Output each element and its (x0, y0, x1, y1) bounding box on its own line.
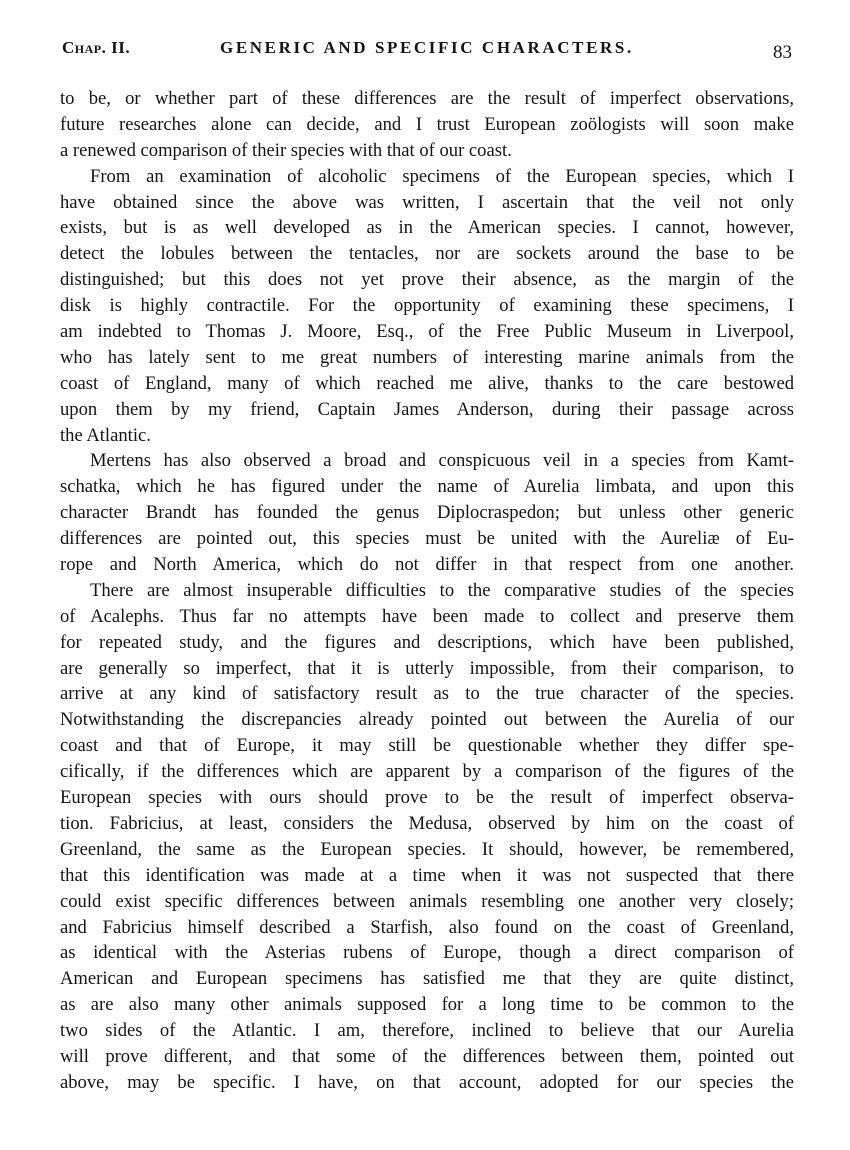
text-line: coast of England, many of which reached me alive, thanks to the care bestowed (60, 372, 794, 394)
text-line: of Acalephs. Thus far no attempts have been made to collect and preserve them (60, 605, 794, 627)
text-line: above, may be specific. I have, on that account, adopted for our species the (60, 1071, 794, 1093)
text-line: detect the lobules between the tentacles, nor are sockets around the base to be (60, 243, 794, 265)
text-line: exists, but is as well developed as in the American species. I cannot, however, (60, 217, 794, 239)
text-line: differences are pointed out, this species must be united with the Aureliæ of Eu- (60, 528, 794, 550)
text-line: have obtained since the above was written, I ascertain that the veil not only (60, 191, 794, 213)
text-line: are generally so imperfect, that it is utterly impossible, from their comparison, to (60, 657, 794, 679)
text-line: tion. Fabricius, at least, considers the Medusa, observed by him on the coast of (60, 812, 794, 834)
text-line: a renewed comparison of their species with that of our coast. (60, 139, 512, 161)
text-line: future researches alone can decide, and I trust European zoölogists will soon make (60, 113, 794, 135)
text-line: as identical with the Asterias rubens of Europe, though a direct comparison of (60, 942, 794, 964)
text-line: cifically, if the differences which are apparent by a comparison of the figures of the (60, 761, 794, 783)
text-line: for repeated study, and the figures and descriptions, which have been published, (60, 631, 794, 653)
text-line: American and European specimens has satisfied me that they are quite distinct, (60, 968, 794, 990)
text-line: the Atlantic. (60, 424, 151, 446)
text-line: that this identification was made at a time when it was not suspected that there (60, 864, 794, 886)
text-line: disk is highly contractile. For the opportunity of examining these specimens, I (60, 295, 794, 317)
body-text (60, 86, 794, 1096)
text-line: and Fabricius himself described a Starfish, also found on the coast of Greenland, (60, 916, 794, 938)
running-header (62, 34, 792, 64)
text-line: distinguished; but this does not yet prove their absence, as the margin of the (60, 269, 794, 291)
text-line: to be, or whether part of these differences are the result of imperfect observations, (60, 88, 794, 109)
text-line: upon them by my friend, Captain James Anderson, during their passage across (60, 398, 794, 420)
text-line: am indebted to Thomas J. Moore, Esq., of the Free Public Museum in Liverpool, (60, 321, 794, 343)
text-line: who has lately sent to me great numbers of interesting marine animals from the (60, 346, 794, 368)
text-line: could exist specific differences between animals resembling one another very closely; (60, 890, 794, 912)
text-line: There are almost insuperable difficulties to the comparative studies of the species (90, 579, 794, 601)
text-line: Greenland, the same as the European species. It should, however, be remembered, (60, 838, 794, 860)
running-title: GENERIC AND SPECIFIC CHARACTERS. (220, 38, 634, 57)
page-number: 83 (773, 42, 792, 63)
text-line: two sides of the Atlantic. I am, therefore, inclined to believe that our Aurelia (60, 1020, 794, 1042)
text-line: arrive at any kind of satisfactory result as to the true character of the species. (60, 683, 794, 705)
text-line: Mertens has also observed a broad and conspicuous veil in a species from Kamt- (90, 450, 794, 472)
text-line: as are also many other animals supposed for a long time to be common to the (60, 994, 794, 1016)
text-line: character Brandt has founded the genus Diplocraspedon; but unless other generic (60, 502, 794, 524)
text-line: will prove different, and that some of the differences between them, pointed out (60, 1045, 794, 1067)
text-line: rope and North America, which do not differ in that respect from one another. (60, 554, 794, 576)
text-line: European species with ours should prove to be the result of imperfect observa- (60, 787, 794, 809)
text-line: From an examination of alcoholic specimens of the European species, which I (90, 165, 794, 187)
text-line: coast and that of Europe, it may still be questionable whether they differ spe- (60, 735, 794, 757)
chapter-label: Chap. II. (62, 38, 131, 57)
text-line: Notwithstanding the discrepancies already pointed out between the Aurelia of our (60, 709, 794, 731)
text-line: schatka, which he has figured under the name of Aurelia limbata, and upon this (60, 476, 794, 498)
